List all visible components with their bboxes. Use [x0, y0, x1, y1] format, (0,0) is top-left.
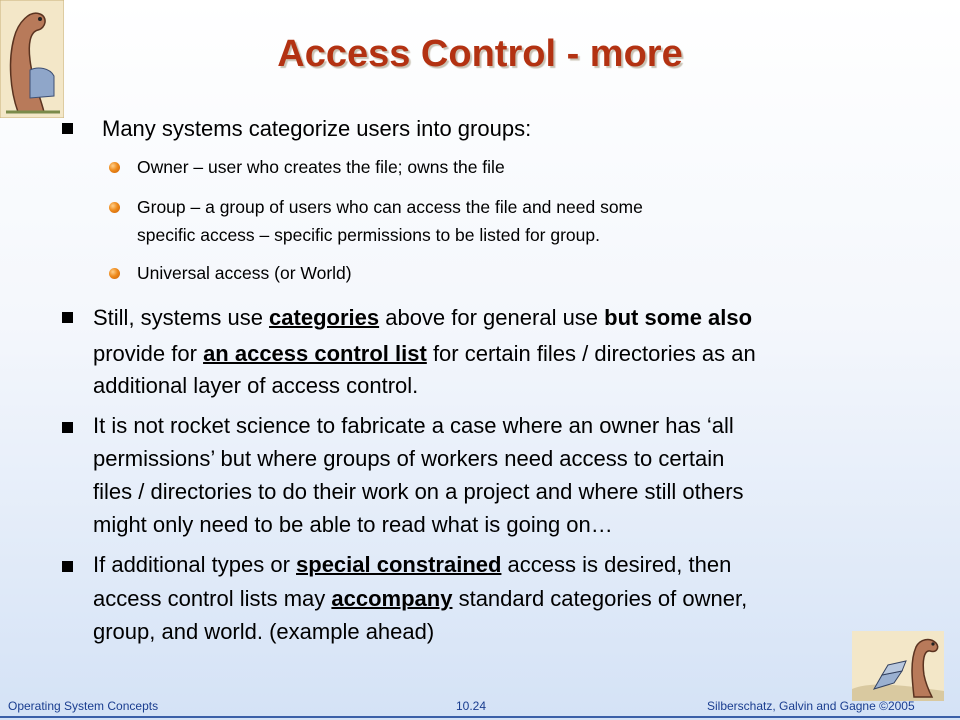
text-run: standard categories of owner,	[452, 586, 748, 611]
text-run: access is desired, then	[501, 552, 732, 577]
emphasis-acl: an access control list	[203, 341, 427, 366]
text-run: above for general use	[379, 305, 605, 330]
bullet-4-line2	[93, 583, 913, 614]
footer-page-number: 10.24	[456, 699, 487, 713]
bullet-square	[62, 422, 73, 433]
bullet-3-line3: files / directories to do their work on a project and where still others	[93, 479, 744, 504]
bullet-3-line1: It is not rocket science to fabricate a case where an owner has ‘all	[93, 413, 734, 438]
footer-divider	[0, 716, 960, 718]
text-run: access control lists may	[93, 586, 332, 611]
bullet-3-line4: might only need to be able to read what is going on…	[93, 512, 613, 537]
sub-bullet-dot	[109, 268, 120, 279]
bullet-1-text: Many systems categorize users into groups:	[102, 116, 532, 141]
emphasis-special-constrained: special constrained	[296, 552, 502, 577]
bullet-square	[62, 312, 73, 323]
sub-bullet-owner: Owner – user who creates the file; owns the file	[137, 157, 505, 177]
text-run: for certain files / directories as an	[426, 341, 756, 366]
bullet-4-line1	[93, 549, 913, 580]
sub-bullet-dot	[109, 202, 120, 213]
bullet-2-line1	[93, 302, 913, 333]
bullet-2-line3: additional layer of access control.	[93, 373, 419, 398]
bullet-square	[62, 123, 73, 134]
slide-title: Access Control - more	[277, 33, 683, 75]
emphasis-bold: but some also	[604, 305, 753, 330]
emphasis-accompany: accompany	[331, 586, 453, 611]
text-run: provide for	[93, 341, 204, 366]
bullet-3-line2: permissions’ but where groups of workers need access to certain	[93, 446, 725, 471]
text-run: Still, systems use	[93, 305, 270, 330]
bullet-2-line2	[93, 338, 913, 369]
footer-left: Operating System Concepts	[8, 699, 159, 713]
bullet-square	[62, 561, 73, 572]
sub-bullet-group-line1: Group – a group of users who can access the file and need some	[137, 197, 643, 217]
sub-bullet-dot	[109, 162, 120, 173]
footer-right: Silberschatz, Galvin and Gagne ©2005	[707, 699, 915, 713]
sub-bullet-group-line2: specific access – specific permissions to be listed for group.	[137, 225, 600, 245]
emphasis-categories: categories	[269, 305, 380, 330]
sub-bullet-universal: Universal access (or World)	[137, 263, 352, 283]
text-run: If additional types or	[93, 552, 297, 577]
bullet-4-line3: group, and world. (example ahead)	[93, 619, 435, 644]
